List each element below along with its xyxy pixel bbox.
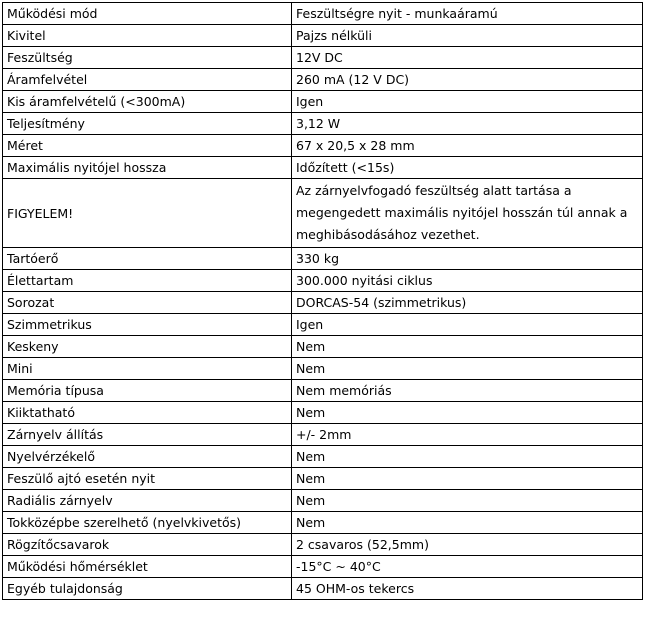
table-row bbox=[3, 556, 643, 578]
table-row bbox=[3, 402, 643, 424]
table-row bbox=[3, 47, 643, 69]
row-value: Igen bbox=[292, 91, 643, 113]
table-row bbox=[3, 69, 643, 91]
table-row bbox=[3, 270, 643, 292]
table-row bbox=[3, 380, 643, 402]
row-value: 3,12 W bbox=[292, 113, 643, 135]
row-label: Mini bbox=[3, 358, 292, 380]
row-label: Élettartam bbox=[3, 270, 292, 292]
spec-table bbox=[2, 2, 643, 600]
row-value: Pajzs nélküli bbox=[292, 25, 643, 47]
row-value: Nem bbox=[292, 512, 643, 534]
row-value: Nem bbox=[292, 490, 643, 512]
table-row bbox=[3, 248, 643, 270]
row-label: Méret bbox=[3, 135, 292, 157]
table-row bbox=[3, 424, 643, 446]
row-label: Radiális zárnyelv bbox=[3, 490, 292, 512]
row-value: Nem bbox=[292, 358, 643, 380]
row-value: Az zárnyelvfogadó feszültség alatt tartása a megengedett maximális nyitójel hosszán túl annak a meghibásodásához vezethet. bbox=[292, 179, 643, 248]
row-value: Időzített (<15s) bbox=[292, 157, 643, 179]
table-row bbox=[3, 91, 643, 113]
row-label: Működési hőmérséklet bbox=[3, 556, 292, 578]
table-row bbox=[3, 512, 643, 534]
row-value: Feszültségre nyit - munkaáramú bbox=[292, 3, 643, 25]
row-value: +/- 2mm bbox=[292, 424, 643, 446]
table-row bbox=[3, 578, 643, 600]
table-row bbox=[3, 336, 643, 358]
row-value: Nem memóriás bbox=[292, 380, 643, 402]
row-label: Szimmetrikus bbox=[3, 314, 292, 336]
row-value: 12V DC bbox=[292, 47, 643, 69]
row-label: FIGYELEM! bbox=[3, 179, 292, 248]
spec-table-body bbox=[3, 3, 643, 600]
row-label: Keskeny bbox=[3, 336, 292, 358]
row-value: Igen bbox=[292, 314, 643, 336]
table-row bbox=[3, 25, 643, 47]
row-label: Teljesítmény bbox=[3, 113, 292, 135]
row-label: Kis áramfelvételű (<300mA) bbox=[3, 91, 292, 113]
table-row bbox=[3, 179, 643, 248]
row-label: Tartóerő bbox=[3, 248, 292, 270]
row-value: Nem bbox=[292, 468, 643, 490]
row-label: Kivitel bbox=[3, 25, 292, 47]
table-row bbox=[3, 468, 643, 490]
row-value: -15°C ~ 40°C bbox=[292, 556, 643, 578]
table-row bbox=[3, 446, 643, 468]
table-row bbox=[3, 135, 643, 157]
table-row bbox=[3, 314, 643, 336]
row-value: 300.000 nyitási ciklus bbox=[292, 270, 643, 292]
row-label: Tokközépbe szerelhető (nyelvkivetős) bbox=[3, 512, 292, 534]
row-label: Feszültség bbox=[3, 47, 292, 69]
table-row bbox=[3, 157, 643, 179]
row-label: Feszülő ajtó esetén nyit bbox=[3, 468, 292, 490]
row-value: Nem bbox=[292, 446, 643, 468]
table-row bbox=[3, 534, 643, 556]
row-label: Maximális nyitójel hossza bbox=[3, 157, 292, 179]
row-label: Memória típusa bbox=[3, 380, 292, 402]
row-value: Nem bbox=[292, 402, 643, 424]
table-row bbox=[3, 113, 643, 135]
table-row bbox=[3, 292, 643, 314]
table-row bbox=[3, 3, 643, 25]
row-label: Kiiktatható bbox=[3, 402, 292, 424]
row-value: DORCAS-54 (szimmetrikus) bbox=[292, 292, 643, 314]
row-value: 45 OHM-os tekercs bbox=[292, 578, 643, 600]
row-label: Működési mód bbox=[3, 3, 292, 25]
row-value: 260 mA (12 V DC) bbox=[292, 69, 643, 91]
row-label: Zárnyelv állítás bbox=[3, 424, 292, 446]
row-value: Nem bbox=[292, 336, 643, 358]
row-label: Egyéb tulajdonság bbox=[3, 578, 292, 600]
table-row bbox=[3, 358, 643, 380]
table-row bbox=[3, 490, 643, 512]
row-value: 330 kg bbox=[292, 248, 643, 270]
row-label: Áramfelvétel bbox=[3, 69, 292, 91]
row-value: 2 csavaros (52,5mm) bbox=[292, 534, 643, 556]
row-value: 67 x 20,5 x 28 mm bbox=[292, 135, 643, 157]
row-label: Rögzítőcsavarok bbox=[3, 534, 292, 556]
row-label: Nyelvérzékelő bbox=[3, 446, 292, 468]
row-label: Sorozat bbox=[3, 292, 292, 314]
